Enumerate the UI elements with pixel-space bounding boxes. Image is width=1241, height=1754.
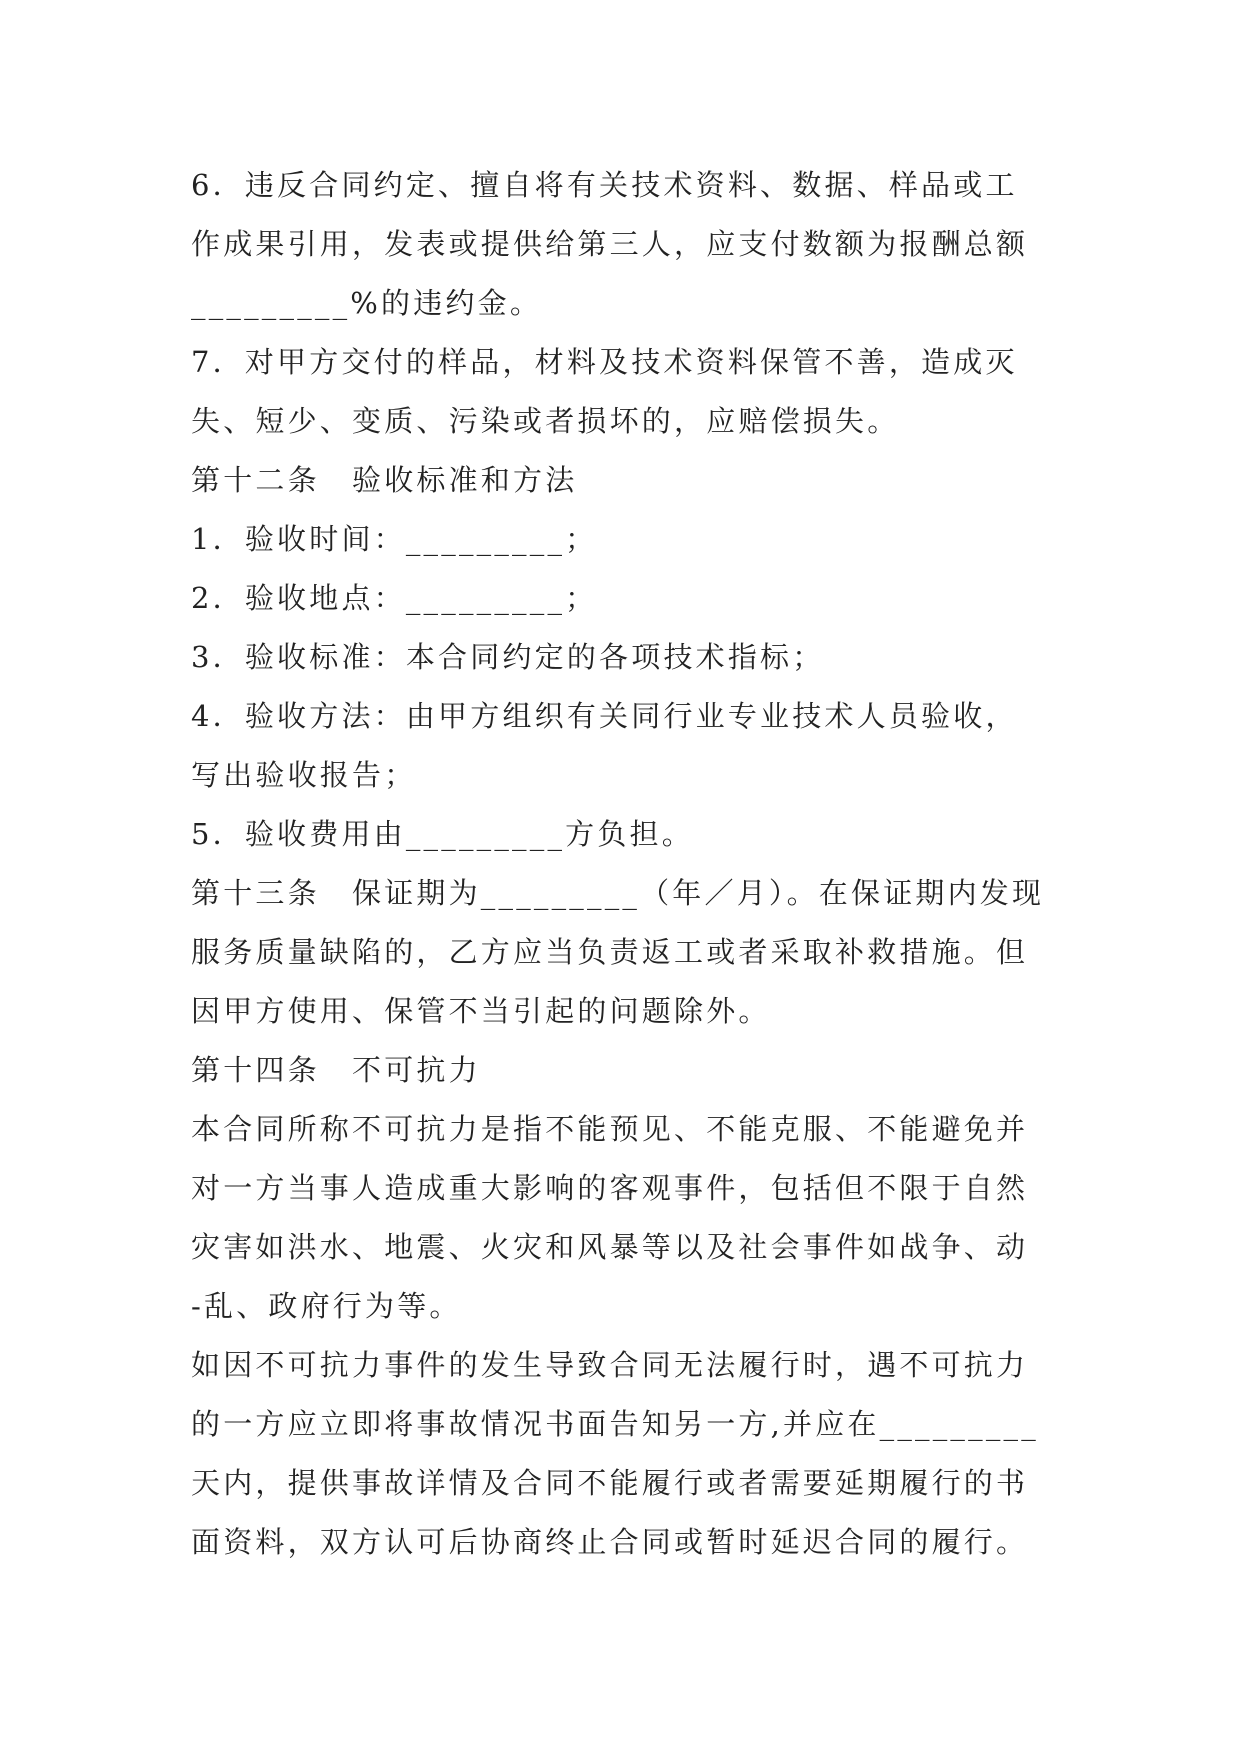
text-line: 7．对甲方交付的样品，材料及技术资料保管不善，造成灭 bbox=[191, 345, 1018, 379]
text-line: 如因不可抗力事件的发生导致合同无法履行时，遇不可抗力 bbox=[191, 1348, 1029, 1382]
text-line: 因甲方使用、保管不当引起的问题除外。 bbox=[191, 994, 771, 1028]
text-line: 作成果引用，发表或提供给第三人，应支付数额为报酬总额 bbox=[191, 227, 1029, 261]
text-line: 服务质量缺陷的，乙方应当负责返工或者采取补救措施。但 bbox=[191, 935, 1029, 969]
text-line: 1．验收时间：_________； bbox=[191, 522, 598, 556]
text-line: 对一方当事人造成重大影响的客观事件，包括但不限于自然 bbox=[191, 1171, 1029, 1205]
section-heading: 第十二条 验收标准和方法 bbox=[191, 463, 578, 497]
text-line: 2．验收地点：_________； bbox=[191, 581, 598, 615]
text-line: 灾害如洪水、地震、火灾和风暴等以及社会事件如战争、动 bbox=[191, 1230, 1029, 1264]
text-line: 本合同所称不可抗力是指不能预见、不能克服、不能避免并 bbox=[191, 1112, 1029, 1146]
text-line: 面资料，双方认可后协商终止合同或暂时延迟合同的履行。 bbox=[191, 1525, 1029, 1559]
text-line: 3．验收标准：本合同约定的各项技术指标； bbox=[191, 640, 825, 674]
text-line: 5．验收费用由_________方负担。 bbox=[191, 817, 694, 851]
text-line: 天内，提供事故详情及合同不能履行或者需要延期履行的书 bbox=[191, 1466, 1029, 1500]
section-heading: 第十三条 保证期为_________（年／月）。在保证期内发现 bbox=[191, 876, 1045, 910]
text-line: 写出验收报告； bbox=[191, 758, 417, 792]
text-line: _________%的违约金。 bbox=[191, 286, 543, 320]
text-line: 4．验收方法：由甲方组织有关同行业专业技术人员验收， bbox=[191, 699, 1018, 733]
text-line: 6．违反合同约定、擅自将有关技术资料、数据、样品或工 bbox=[191, 168, 1018, 202]
text-line: -乱、政府行为等。 bbox=[191, 1289, 462, 1323]
section-heading: 第十四条 不可抗力 bbox=[191, 1053, 481, 1087]
text-line: 的一方应立即将事故情况书面告知另一方,并应在_________ bbox=[191, 1407, 1039, 1441]
text-line: 失、短少、变质、污染或者损坏的，应赔偿损失。 bbox=[191, 404, 900, 438]
